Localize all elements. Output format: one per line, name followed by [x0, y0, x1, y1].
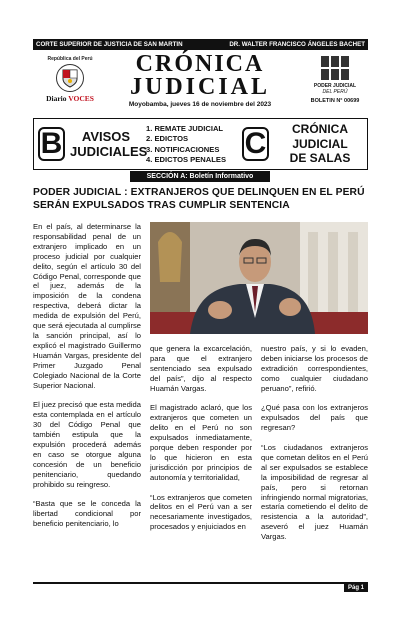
republic-arc-text: República del Perú	[47, 56, 93, 62]
avisos-judiciales-title: AVISOS JUDICIALES	[70, 129, 148, 159]
page-footer	[33, 582, 368, 592]
section-b-letter: B	[38, 127, 65, 161]
poder-judicial-icon	[321, 56, 349, 80]
masthead-line-1: CRÓNICA	[135, 51, 265, 77]
paragraph: En el país, al determinarse la responsabilidad penal de un extranjero implicado en un proceso judicial por cualquier delito, según el artículo 30 del Código Penal, corresponde que el juez, además de la imposición de la condena respectiva, deberá dictar la medida de expulsión del Perú, que será ejecutada al cumplirse la sanción principal, así lo explicó el magistrado Guillermo Huamán Vargas, presidente del Primer Juzgado Penal Colegiado Nacional de la Corte Superior Nacional.	[33, 222, 141, 390]
index-list	[146, 124, 226, 166]
president-name: DR. WALTER FRANCISCO ÁNGELES BACHET	[229, 41, 365, 48]
article-column-2	[150, 344, 252, 542]
paragraph: “Basta que se le conceda la libertad condicional por beneficio penitenciario, lo	[33, 499, 141, 529]
index-item: 1. REMATE JUDICIAL	[146, 124, 224, 133]
section-c-letter: C	[242, 127, 269, 161]
index-item: 2. EDICTOS	[146, 134, 189, 144]
article-column-1	[33, 222, 141, 539]
paragraph: “Los extranjeros que cometen delitos en el Perú van a ser necesariamente investigados, procesados y enjuiciados en	[150, 492, 252, 532]
cronica-salas-title: CRÓNICA JUDICIAL DE SALAS	[289, 122, 351, 165]
article-column-3	[261, 344, 368, 552]
index-box	[33, 118, 368, 170]
page-number: Pág 1	[344, 584, 368, 592]
edition-date: Moyobamba, jueves 16 de noviembre del 2023	[128, 101, 272, 108]
paragraph: “Los ciudadanos extranjeros que cometan delitos en el Perú al ser expulsados se establece la imposibilidad de regresar al país, pero si retornan infringiendo normal migratorias, estaría cometiendo el delito de resistencia a la autoridad”, aseveró el juez Huamán Vargas.	[261, 443, 368, 542]
section-label: SECCIÓN A: Boletín Informativo	[130, 171, 270, 182]
index-item: 4. EDICTOS PENALES	[146, 155, 227, 165]
paragraph: El magistrado aclaró, que los extranjeros que cometen un delito en el Perú no son expulsados inmediatamente, porque deben responder por lo que hicieron en esta jurisdicción por principios de autonomía y territorialidad,	[150, 403, 252, 482]
diario-voces-logo	[40, 56, 100, 116]
court-name: CORTE SUPERIOR DE JUSTICIA DE SAN MARTIN	[36, 41, 183, 48]
poder-judicial-logo	[304, 56, 366, 104]
judge-photo	[150, 222, 368, 334]
index-item: 3. NOTIFICACIONES	[146, 144, 220, 154]
diario-voces-brand: Diario VOCES	[46, 94, 94, 103]
article-headline: PODER JUDICIAL : EXTRANJEROS QUE DELINQUEN EN EL PERÚ SERÁN EXPULSADOS TRAS CUMPLIR SENTENCIA	[33, 187, 365, 211]
paragraph: El juez precisó que esta medida esta contemplada en el artículo 30 del Código Penal que también estipula que la expulsión procederá además en caso se otorgue alguna concesión de un beneficio penitenciario, quedando prohibido su reingreso.	[33, 400, 141, 489]
top-banner	[33, 39, 368, 50]
masthead-line-2: JUDICIAL	[129, 74, 270, 100]
bulletin-number: BOLETIN N° 00699	[310, 98, 360, 104]
masthead	[116, 53, 284, 108]
poder-judicial-label: PODER JUDICIAL	[313, 83, 357, 89]
paragraph: que genera la excarcelación, para que el extranjero sentenciado sea expulsado del país”, dijo al respecto Huamán Vargas.	[150, 344, 252, 393]
coat-of-arms-icon	[56, 64, 84, 92]
paragraph: ¿Qué pasa con los extranjeros expulsados del país que regresan?	[261, 403, 368, 433]
paragraph: nuestro país, y si lo evaden, deben iniciarse los procesos de extradición correspondientes, como cualquier ciudadano peruano”, refirió.	[261, 344, 368, 393]
del-peru-label: DEL PERÚ	[322, 89, 348, 95]
